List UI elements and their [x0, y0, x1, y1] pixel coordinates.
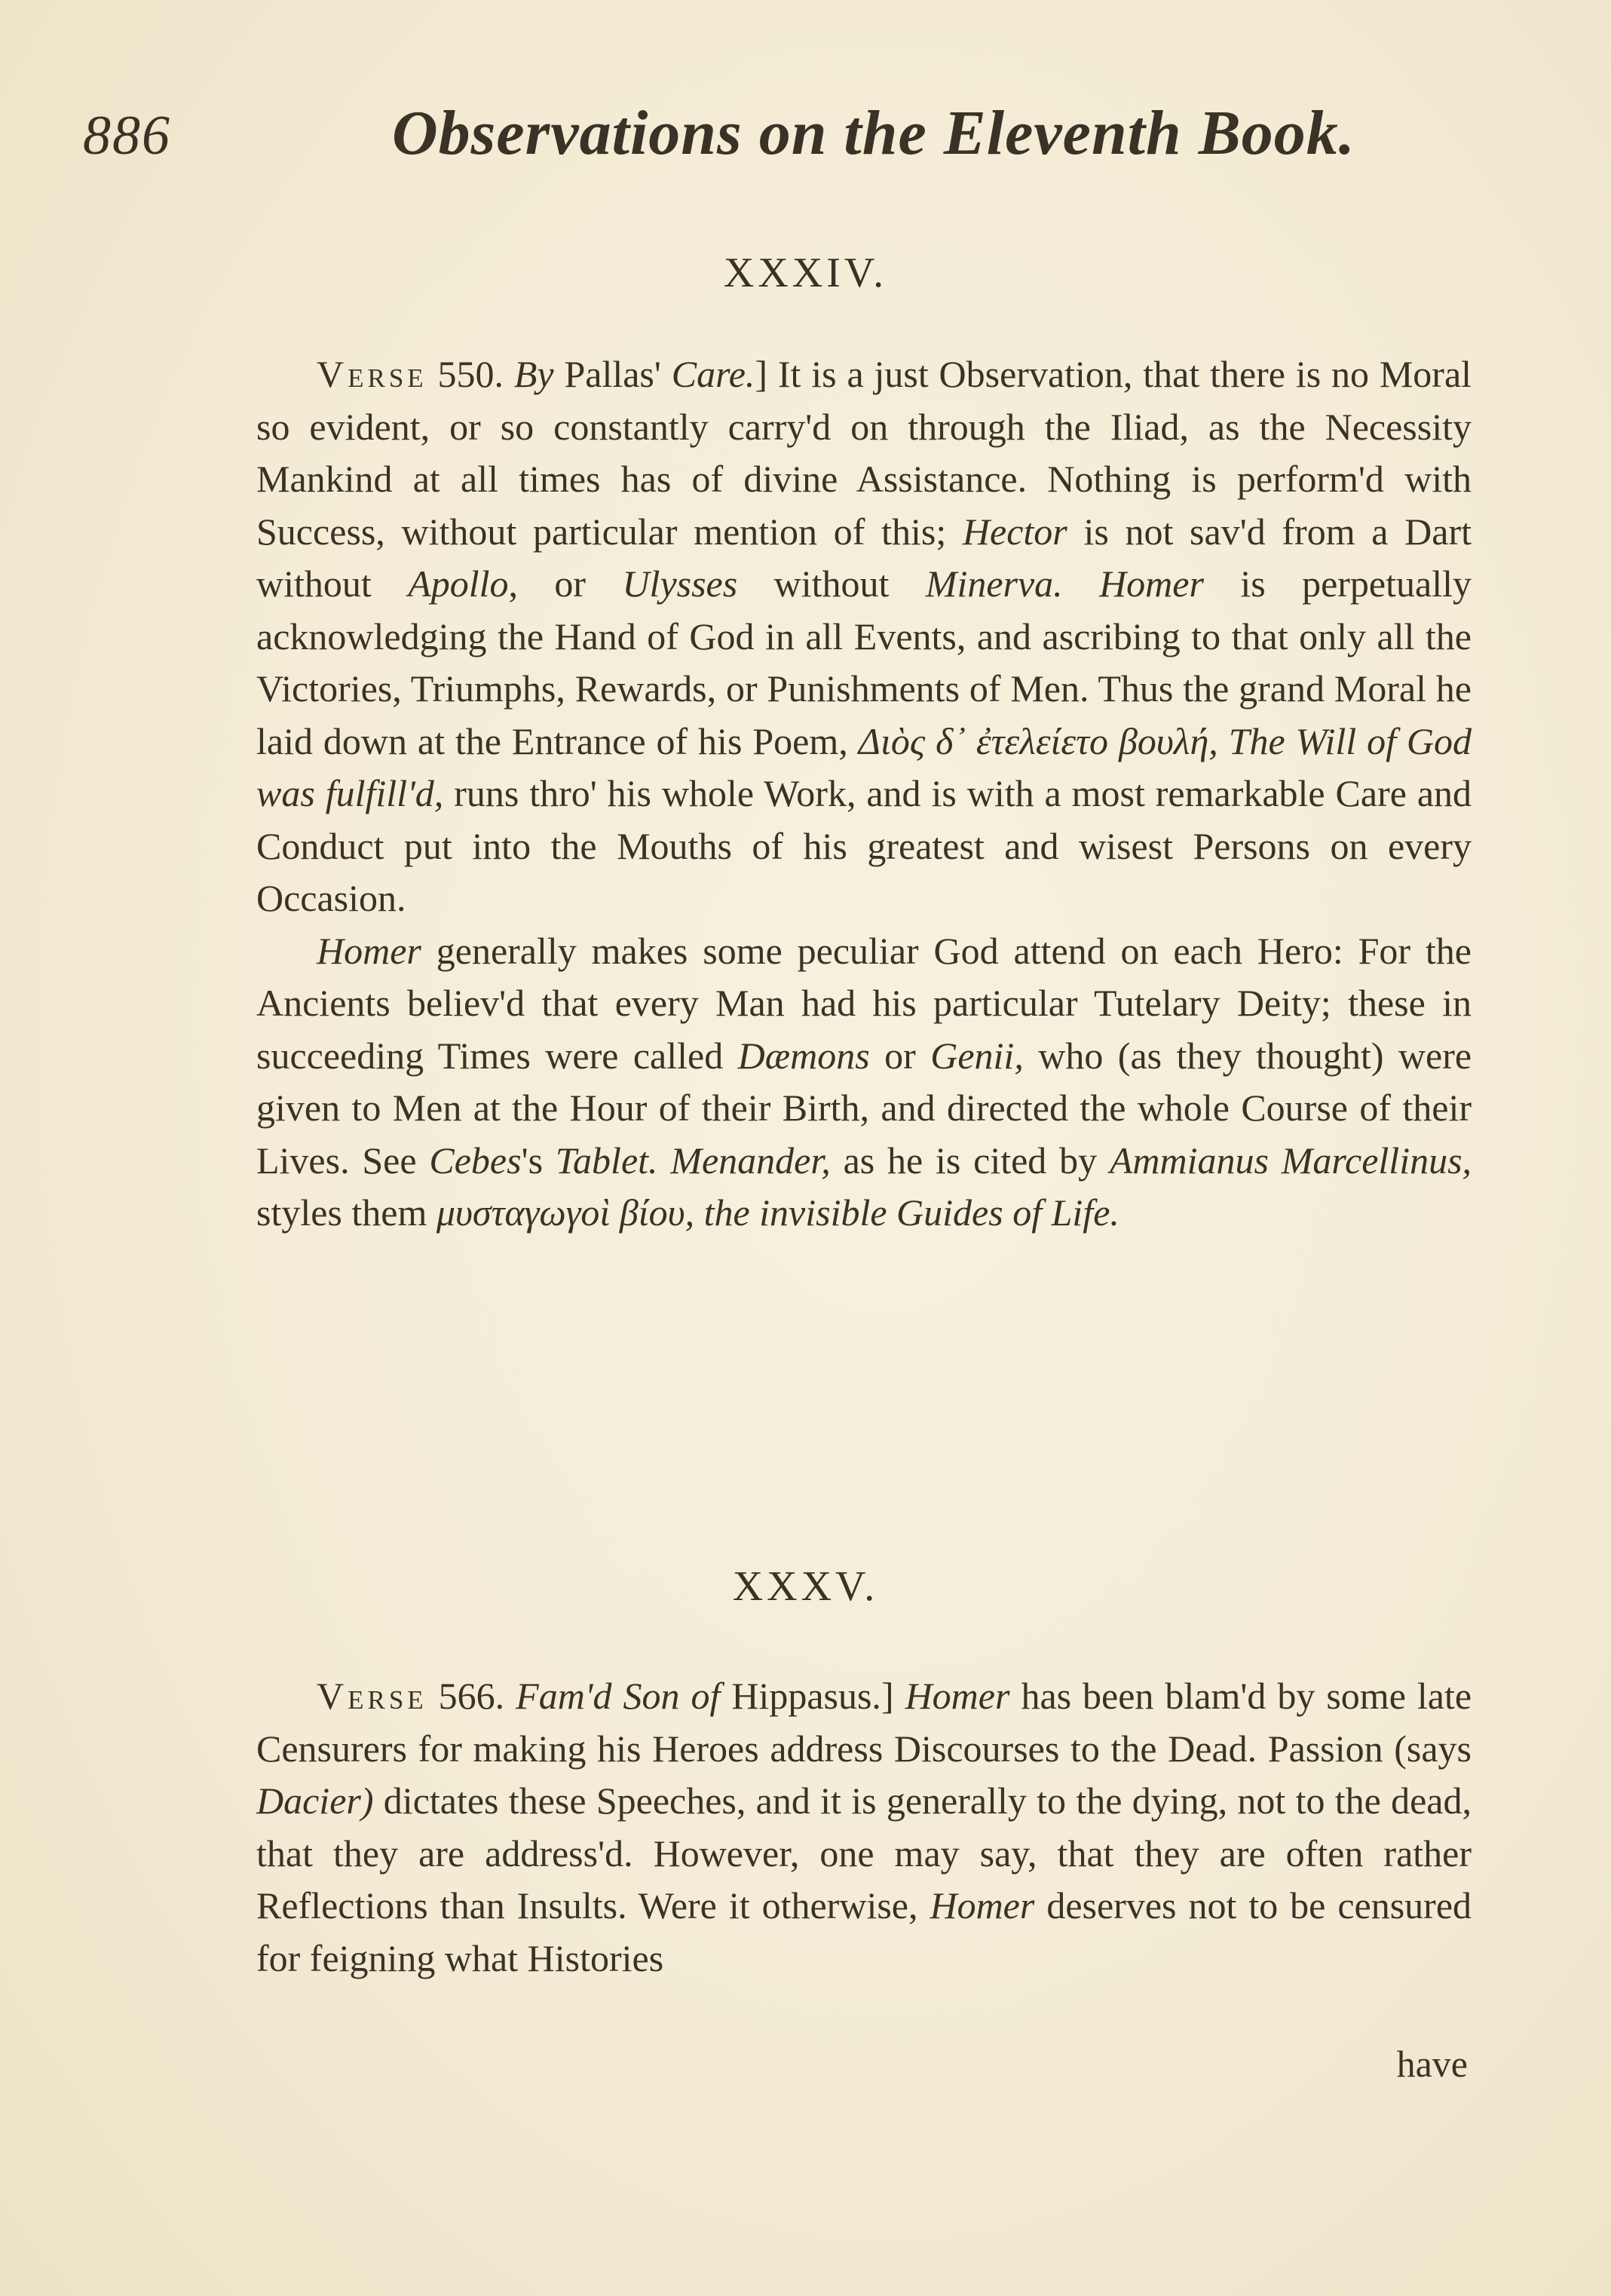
- page-header: [83, 97, 1395, 179]
- name-ulysses: Ulysses: [622, 563, 738, 605]
- text: , or: [508, 563, 587, 605]
- section-xxxiv-body: [256, 348, 1472, 1240]
- name-hector: Hector: [962, 510, 1067, 553]
- text: dictates these Speeches, and it is generally to the dying, not to the dead, that they are address'd. However, one may say, that they are often rather Reflections than Insults. Were it otherwise,: [256, 1779, 1472, 1927]
- name-dacier: Dacier): [256, 1779, 374, 1822]
- translation-quote: the invisible Guides of Life.: [703, 1191, 1119, 1234]
- name-menander: Menander,: [670, 1139, 831, 1182]
- translation-quote: The Will of God was fulfill'd,: [256, 719, 1472, 814]
- catchword: have: [1396, 2043, 1468, 2085]
- reference-roman: Pallas': [564, 353, 661, 395]
- text: ] It is a just Observation, that there is no Moral so evident, or so constantly carry'd on through the Iliad, as the Necessity Mankind at all times has of divine Assistance. Nothing is perform'd with Success, without particular mention of this;: [256, 353, 1472, 553]
- term-genii: Genii,: [930, 1034, 1024, 1077]
- text: is not sav'd from a Dart without: [256, 510, 1472, 605]
- paragraph: [256, 925, 1472, 1240]
- reference-italic: Fam'd Son of: [516, 1675, 721, 1717]
- reference-roman: Hippasus.: [731, 1675, 881, 1717]
- text: has been blam'd by some late Censurers for making his Heroes address Discourses to the Dead. Passion (says: [256, 1675, 1472, 1770]
- name-ammianus-marcellinus: Ammianus Marcellinus,: [1109, 1139, 1472, 1182]
- text: deserves not to be censured for feigning what Histories: [256, 1884, 1472, 1979]
- text: or: [884, 1034, 916, 1077]
- text: runs thro' his whole Work, and is with a most remarkable Care and Conduct put into the Mouths of his greatest and wisest Persons on every Occasion.: [256, 772, 1472, 919]
- running-title: Observations on the Eleventh Book.: [392, 98, 1355, 168]
- reference-italic-2: Care.: [671, 353, 755, 395]
- section-heading-xxxv: XXXV.: [732, 1563, 879, 1610]
- name-cebes: Cebes: [429, 1139, 522, 1182]
- greek-quote: Διὸς δ᾽ ἐτελείετο βουλή,: [858, 719, 1218, 762]
- verse-label: Verse: [317, 353, 427, 395]
- verse-label: Verse: [317, 1675, 427, 1717]
- paragraph: [256, 348, 1472, 925]
- verse-number: 550.: [437, 353, 504, 395]
- paragraph: [256, 1670, 1472, 1985]
- section-heading-xxxiv: XXXIV.: [723, 250, 888, 296]
- text: styles them: [256, 1191, 427, 1234]
- name-minerva: Minerva.: [925, 563, 1063, 605]
- text: is perpetually acknowledging the Hand of God in all Events, and ascribing to that only all the Victories, Triumphs, Rewards, or Punishments of Men. Thus the grand Moral he laid down at the Entrance of his Poem,: [256, 563, 1472, 762]
- page-number: 886: [83, 105, 171, 167]
- text: generally makes some peculiar God attend on each Hero: For the Ancients believ'd that every Man had his particular Tutelary Deity; these in succeeding Times were called: [256, 929, 1472, 1077]
- verse-number: 566.: [438, 1675, 505, 1717]
- greek-quote: μυσταγωγοὶ βίου,: [436, 1191, 695, 1234]
- name-homer: Homer: [317, 929, 421, 972]
- text: ]: [881, 1675, 894, 1717]
- name-homer: Homer: [905, 1675, 1010, 1717]
- name-homer: Homer: [1099, 563, 1204, 605]
- name-homer: Homer: [930, 1884, 1035, 1927]
- text: as he is cited by: [843, 1139, 1098, 1182]
- text: without: [773, 563, 890, 605]
- text: 's: [521, 1139, 544, 1182]
- term-tablet: Tablet.: [555, 1139, 658, 1182]
- name-apollo: Apollo: [408, 563, 509, 605]
- reference-italic: By: [513, 353, 554, 395]
- section-xxxv-body: [256, 1670, 1472, 1985]
- text: who (as they thought) were given to Men at the Hour of their Birth, and directed the whole Course of their Lives. See: [256, 1034, 1472, 1182]
- term-daemons: Dæmons: [737, 1034, 870, 1077]
